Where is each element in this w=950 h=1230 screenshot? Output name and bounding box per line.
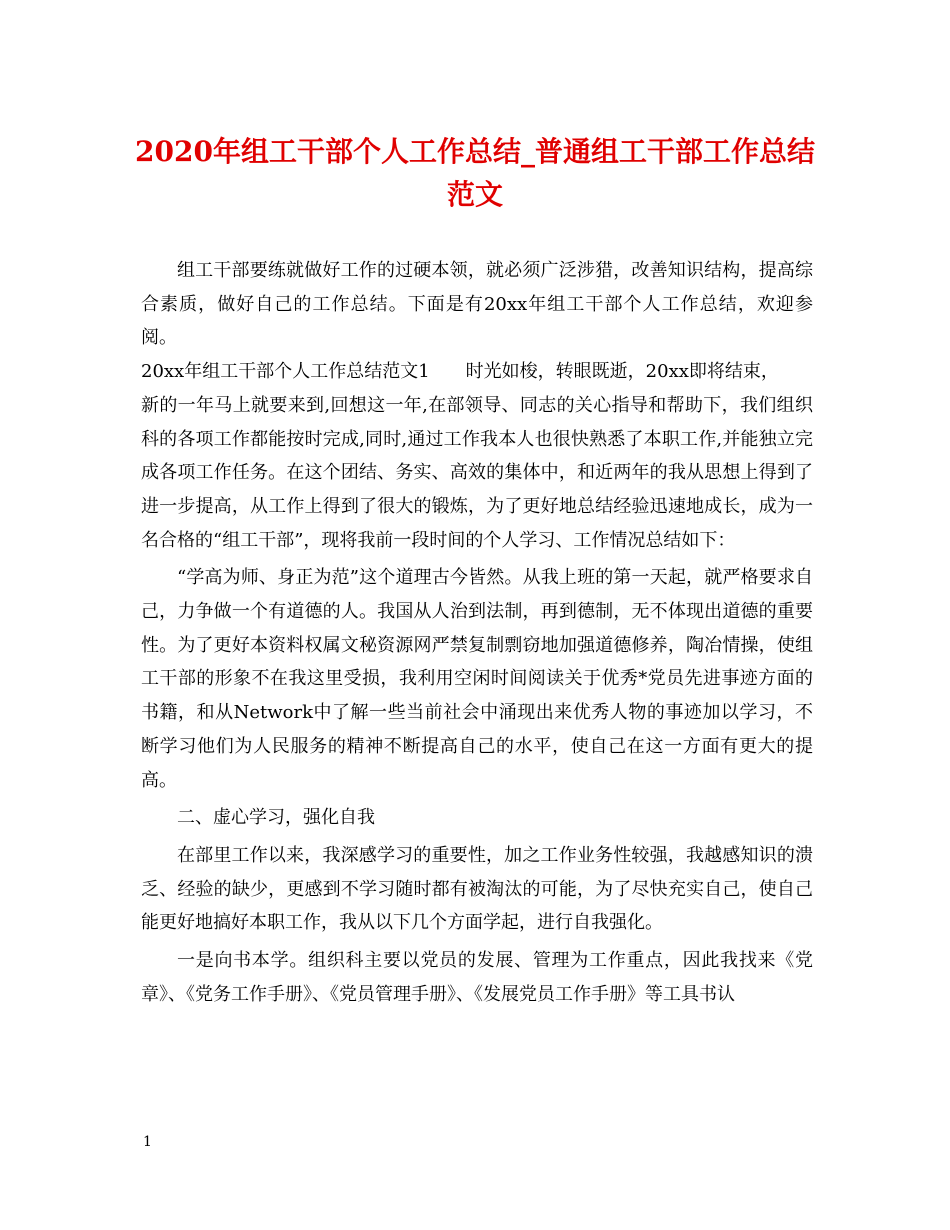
paragraph-2: “学高为师、身正为范”这个道理古今皆然。从我上班的第一天起，就严格要求自己，力争做一个有道德的人。我国从人治到法制，再到德制，无不体现出道德的重要性。为了更好本资料权属文秘资源网严禁复制剽窃地加强道德修养，陶冶情操，使组工干部的形象不在我这里受损，我利用空闲时间阅读关于优秀*党员先进事迹方面的书籍，和从Network中了解一些当前社会中涌现出来优秀人物的事迹加以学习，不断学习他们为人民服务的精神不断提高自己的水平，使自己在这一方面有更大的提高。 [141,567,813,791]
intro-paragraph: 组工干部要练就做好工作的过硬本领，就必须广泛涉猎，改善知识结构，提高综合素质，做好自己的工作总结。下面是有20xx年组工干部个人工作总结，欢迎参阅。 [141,260,813,349]
document-body [141,254,813,1011]
page-number: 1 [143,1134,152,1150]
paragraph-3: 在部里工作以来，我深感学习的重要性，加之工作业务性较强，我越感知识的溃乏、经验的缺少，更感到不学习随时都有被淘汰的可能，为了尽快充实自己，使自己能更好地搞好本职工作，我从以下几个方面学起，进行自我强化。 [141,844,813,934]
paragraph-1: 新的一年马上就要来到,回想这一年,在部领导、同志的关心指导和帮助下，我们组织科的各项工作都能按时完成,同时,通过工作我本人也很快熟悉了本职工作,并能独立完成各项工作任务。在这个团结、务实、高效的集体中，和近两年的我从思想上得到了进一步提高，从工作上得到了很大的锻炼，为了更好地总结经验迅速地成长，成为一名合格的“组工干部”，现将我前一段时间的个人学习、工作情况总结如下： [141,394,813,551]
section-heading-2: 二、虚心学习，强化自我 [177,807,375,829]
document-title-line-2: 范文 [446,178,503,211]
paragraph-4: 一是向书本学。组织科主要以党员的发展、管理为工作重点，因此我找来《党章》、《党务工作手册》、《党员管理手册》、《发展党员工作手册》等工具书认 [141,950,813,1005]
section-title: 20xx年组工干部个人工作总结范文1 [141,361,430,383]
document-title-line-1: 2020年组工干部个人工作总结_普通组工干部工作总结 [135,135,815,168]
section-opening-text: 时光如梭，转眼既逝，20xx即将结束， [465,361,779,383]
section-opening [141,355,813,389]
